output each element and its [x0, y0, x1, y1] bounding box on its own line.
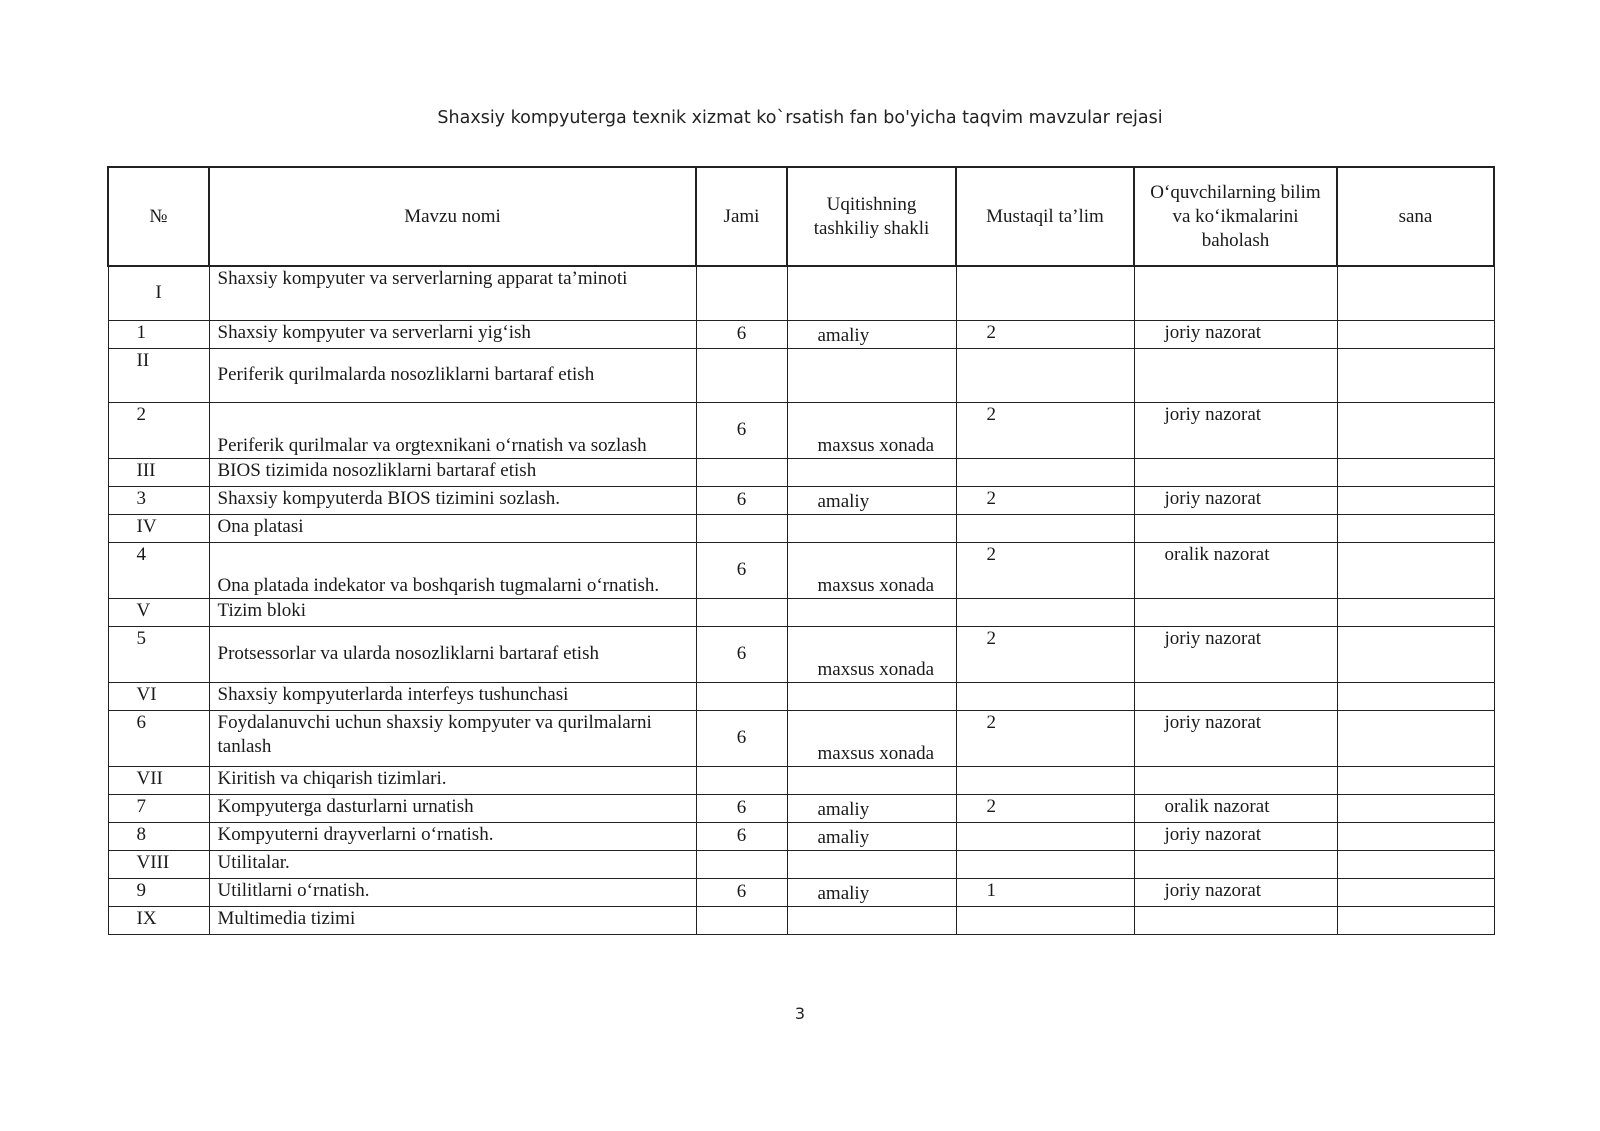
row-topic: Shaxsiy kompyuter va serverlarning apparat ta’minoti: [209, 266, 696, 320]
row-num: VIII: [108, 850, 209, 878]
row-total: [696, 682, 787, 710]
header-topic: Mavzu nomi: [209, 167, 696, 266]
row-total: 6: [696, 402, 787, 458]
row-self-study: 2: [956, 710, 1134, 766]
row-assessment: [1134, 682, 1337, 710]
row-total: [696, 348, 787, 402]
table-row: [108, 878, 1494, 906]
row-num: VII: [108, 766, 209, 794]
row-total: [696, 598, 787, 626]
document-title: Shaxsiy kompyuterga texnik xizmat ko`rsatish fan bo'yicha taqvim mavzular rejasi: [437, 108, 1163, 128]
row-self-study: 1: [956, 878, 1134, 906]
row-date: [1337, 542, 1494, 598]
row-topic: Periferik qurilmalar va orgtexnikani o‘rnatish va sozlash: [209, 402, 696, 458]
row-total: [696, 458, 787, 486]
row-date: [1337, 514, 1494, 542]
table-row: [108, 542, 1494, 598]
row-topic: Kiritish va chiqarish tizimlari.: [209, 766, 696, 794]
row-assessment: joriy nazorat: [1134, 320, 1337, 348]
row-num: VI: [108, 682, 209, 710]
row-form: [787, 598, 956, 626]
row-num: 5: [108, 626, 209, 682]
row-form: [787, 266, 956, 320]
row-form: amaliy: [787, 822, 956, 850]
row-assessment: joriy nazorat: [1134, 626, 1337, 682]
row-form: maxsus xonada: [787, 710, 956, 766]
row-form: amaliy: [787, 878, 956, 906]
table-row: [108, 710, 1494, 766]
page-number: 3: [794, 1004, 806, 1023]
row-date: [1337, 458, 1494, 486]
row-form: maxsus xonada: [787, 626, 956, 682]
row-form: amaliy: [787, 486, 956, 514]
row-form: amaliy: [787, 320, 956, 348]
row-topic: Utilitalar.: [209, 850, 696, 878]
row-num: 7: [108, 794, 209, 822]
table-row: [108, 348, 1494, 402]
row-self-study: [956, 514, 1134, 542]
row-assessment: [1134, 598, 1337, 626]
table-row: [108, 458, 1494, 486]
row-assessment: [1134, 266, 1337, 320]
row-self-study: [956, 682, 1134, 710]
row-num: 6: [108, 710, 209, 766]
row-self-study: 2: [956, 794, 1134, 822]
row-date: [1337, 266, 1494, 320]
row-self-study: 2: [956, 486, 1134, 514]
row-num: IV: [108, 514, 209, 542]
row-form: [787, 514, 956, 542]
row-assessment: [1134, 850, 1337, 878]
row-form: maxsus xonada: [787, 402, 956, 458]
row-self-study: 2: [956, 320, 1134, 348]
row-date: [1337, 710, 1494, 766]
row-self-study: [956, 766, 1134, 794]
row-num: 9: [108, 878, 209, 906]
row-num: IX: [108, 906, 209, 934]
row-assessment: [1134, 906, 1337, 934]
row-total: [696, 906, 787, 934]
table-row: [108, 626, 1494, 682]
row-assessment: joriy nazorat: [1134, 822, 1337, 850]
row-topic: Kompyuterga dasturlarni urnatish: [209, 794, 696, 822]
row-self-study: [956, 348, 1134, 402]
row-date: [1337, 402, 1494, 458]
row-self-study: [956, 850, 1134, 878]
row-form: [787, 766, 956, 794]
row-assessment: joriy nazorat: [1134, 402, 1337, 458]
row-num: 3: [108, 486, 209, 514]
row-topic: Ona platasi: [209, 514, 696, 542]
row-num: I: [108, 266, 209, 320]
table-row: [108, 514, 1494, 542]
row-total: [696, 766, 787, 794]
table-row: [108, 766, 1494, 794]
row-topic: Utilitlarni o‘rnatish.: [209, 878, 696, 906]
row-form: [787, 348, 956, 402]
row-form: [787, 682, 956, 710]
row-num: V: [108, 598, 209, 626]
row-total: 6: [696, 486, 787, 514]
row-topic: Ona platada indekator va boshqarish tugmalarni o‘rnatish.: [209, 542, 696, 598]
table-row: [108, 906, 1494, 934]
row-total: 6: [696, 794, 787, 822]
row-assessment: [1134, 766, 1337, 794]
row-topic: BIOS tizimida nosozliklarni bartaraf etish: [209, 458, 696, 486]
row-assessment: [1134, 458, 1337, 486]
row-num: 1: [108, 320, 209, 348]
row-date: [1337, 348, 1494, 402]
row-topic: Protsessorlar va ularda nosozliklarni bartaraf etish: [209, 626, 696, 682]
row-form: [787, 458, 956, 486]
row-assessment: [1134, 514, 1337, 542]
table-row: [108, 402, 1494, 458]
table-row: [108, 682, 1494, 710]
header-assessment: O‘quvchilarning bilim va ko‘ikmalarini baholash: [1134, 167, 1337, 266]
row-topic: Shaxsiy kompyuterda BIOS tizimini sozlash.: [209, 486, 696, 514]
row-date: [1337, 766, 1494, 794]
row-assessment: joriy nazorat: [1134, 486, 1337, 514]
row-total: 6: [696, 542, 787, 598]
row-assessment: [1134, 348, 1337, 402]
table-row: [108, 266, 1494, 320]
row-topic: Tizim bloki: [209, 598, 696, 626]
row-form: [787, 906, 956, 934]
row-num: 4: [108, 542, 209, 598]
row-topic: Multimedia tizimi: [209, 906, 696, 934]
row-assessment: oralik nazorat: [1134, 542, 1337, 598]
row-topic: Shaxsiy kompyuterlarda interfeys tushunchasi: [209, 682, 696, 710]
row-num: II: [108, 348, 209, 402]
row-date: [1337, 320, 1494, 348]
row-self-study: 2: [956, 626, 1134, 682]
row-date: [1337, 794, 1494, 822]
row-date: [1337, 822, 1494, 850]
row-assessment: oralik nazorat: [1134, 794, 1337, 822]
row-topic: Shaxsiy kompyuter va serverlarni yig‘ish: [209, 320, 696, 348]
table-header-row: [108, 167, 1494, 266]
row-self-study: [956, 266, 1134, 320]
row-form: [787, 850, 956, 878]
row-total: 6: [696, 626, 787, 682]
table-row: [108, 320, 1494, 348]
header-self-study: Mustaqil ta’lim: [956, 167, 1134, 266]
row-date: [1337, 682, 1494, 710]
table-row: [108, 794, 1494, 822]
row-total: 6: [696, 710, 787, 766]
header-date: sana: [1337, 167, 1494, 266]
row-total: 6: [696, 878, 787, 906]
header-total: Jami: [696, 167, 787, 266]
row-form: amaliy: [787, 794, 956, 822]
row-total: 6: [696, 822, 787, 850]
row-topic: Periferik qurilmalarda nosozliklarni bartaraf etish: [209, 348, 696, 402]
header-num: №: [108, 167, 209, 266]
row-self-study: [956, 598, 1134, 626]
row-total: [696, 850, 787, 878]
header-form: Uqitishning tashkiliy shakli: [787, 167, 956, 266]
row-date: [1337, 598, 1494, 626]
row-date: [1337, 906, 1494, 934]
row-total: [696, 266, 787, 320]
table-row: [108, 850, 1494, 878]
row-date: [1337, 850, 1494, 878]
row-date: [1337, 486, 1494, 514]
row-date: [1337, 626, 1494, 682]
row-topic: Foydalanuvchi uchun shaxsiy kompyuter va qurilmalarni tanlash: [209, 710, 696, 766]
row-self-study: [956, 822, 1134, 850]
row-self-study: [956, 906, 1134, 934]
row-self-study: [956, 458, 1134, 486]
row-assessment: joriy nazorat: [1134, 710, 1337, 766]
row-self-study: 2: [956, 402, 1134, 458]
table-row: [108, 598, 1494, 626]
table-row: [108, 486, 1494, 514]
row-num: 8: [108, 822, 209, 850]
row-self-study: 2: [956, 542, 1134, 598]
row-date: [1337, 878, 1494, 906]
row-form: maxsus xonada: [787, 542, 956, 598]
row-topic: Kompyuterni drayverlarni o‘rnatish.: [209, 822, 696, 850]
row-num: 2: [108, 402, 209, 458]
row-total: 6: [696, 320, 787, 348]
row-total: [696, 514, 787, 542]
row-num: III: [108, 458, 209, 486]
topic-plan-table: [107, 166, 1495, 935]
row-assessment: joriy nazorat: [1134, 878, 1337, 906]
table-row: [108, 822, 1494, 850]
